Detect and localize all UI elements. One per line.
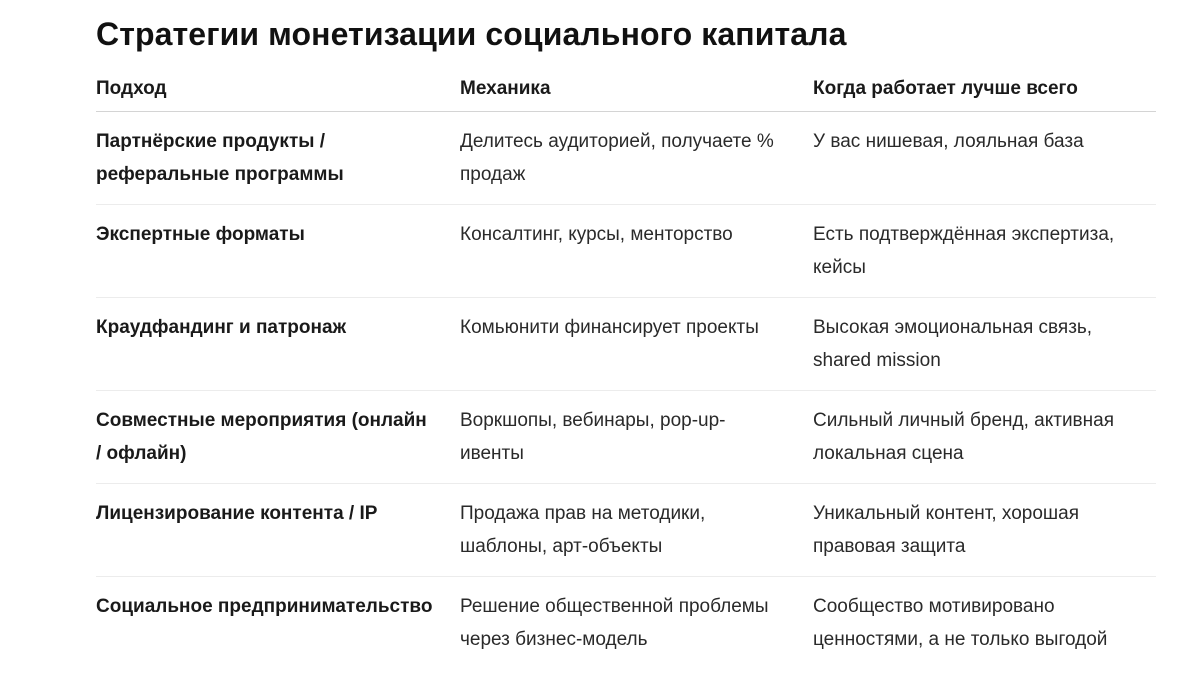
cell-best-when: Сообщество мотивировано ценностями, а не только выгодой xyxy=(813,596,1108,650)
strategies-table xyxy=(96,77,1156,669)
cell-best-when: Уникальный контент, хорошая правовая защита xyxy=(813,484,1156,577)
table-row xyxy=(96,577,1156,670)
column-header-mechanics: Механика xyxy=(460,77,813,112)
cell-mechanics: Консалтинг, курсы, менторство xyxy=(460,205,813,298)
table-row xyxy=(96,205,1156,298)
document-page xyxy=(96,0,1156,669)
cell-approach: Краудфандинг и патронаж xyxy=(96,298,460,391)
column-header-approach: Подход xyxy=(96,77,460,112)
table-row xyxy=(96,298,1156,391)
table-row xyxy=(96,112,1156,205)
cell-mechanics: Продажа прав на методики, шаблоны, арт-объекты xyxy=(460,484,813,577)
cell-approach: Лицензирование контента / IP xyxy=(96,484,460,577)
cell-approach: Социальное предпринимательство xyxy=(96,596,433,617)
cell-approach: Экспертные форматы xyxy=(96,205,460,298)
cell-approach: Совместные мероприятия (онлайн / офлайн) xyxy=(96,391,460,484)
table-header-row xyxy=(96,77,1156,112)
table-row xyxy=(96,391,1156,484)
cell-approach: Партнёрские продукты / реферальные программы xyxy=(96,112,460,205)
column-header-best-when: Когда работает лучше всего xyxy=(813,77,1156,112)
cell-mechanics: Воркшопы, вебинары, pop-up-ивенты xyxy=(460,391,813,484)
cell-best-when: У вас нишевая, лояльная база xyxy=(813,112,1156,205)
cell-best-when: Сильный личный бренд, активная локальная сцена xyxy=(813,391,1156,484)
table-row xyxy=(96,484,1156,577)
cell-mechanics: Решение общественной проблемы через бизнес-модель xyxy=(460,596,769,650)
cell-best-when: Высокая эмоциональная связь, shared mission xyxy=(813,298,1156,391)
cell-mechanics: Делитесь аудиторией, получаете % продаж xyxy=(460,112,813,205)
cell-best-when: Есть подтверждённая экспертиза, кейсы xyxy=(813,205,1156,298)
cell-mechanics: Комьюнити финансирует проекты xyxy=(460,298,813,391)
page-title: Стратегии монетизации социального капитала xyxy=(96,16,847,52)
